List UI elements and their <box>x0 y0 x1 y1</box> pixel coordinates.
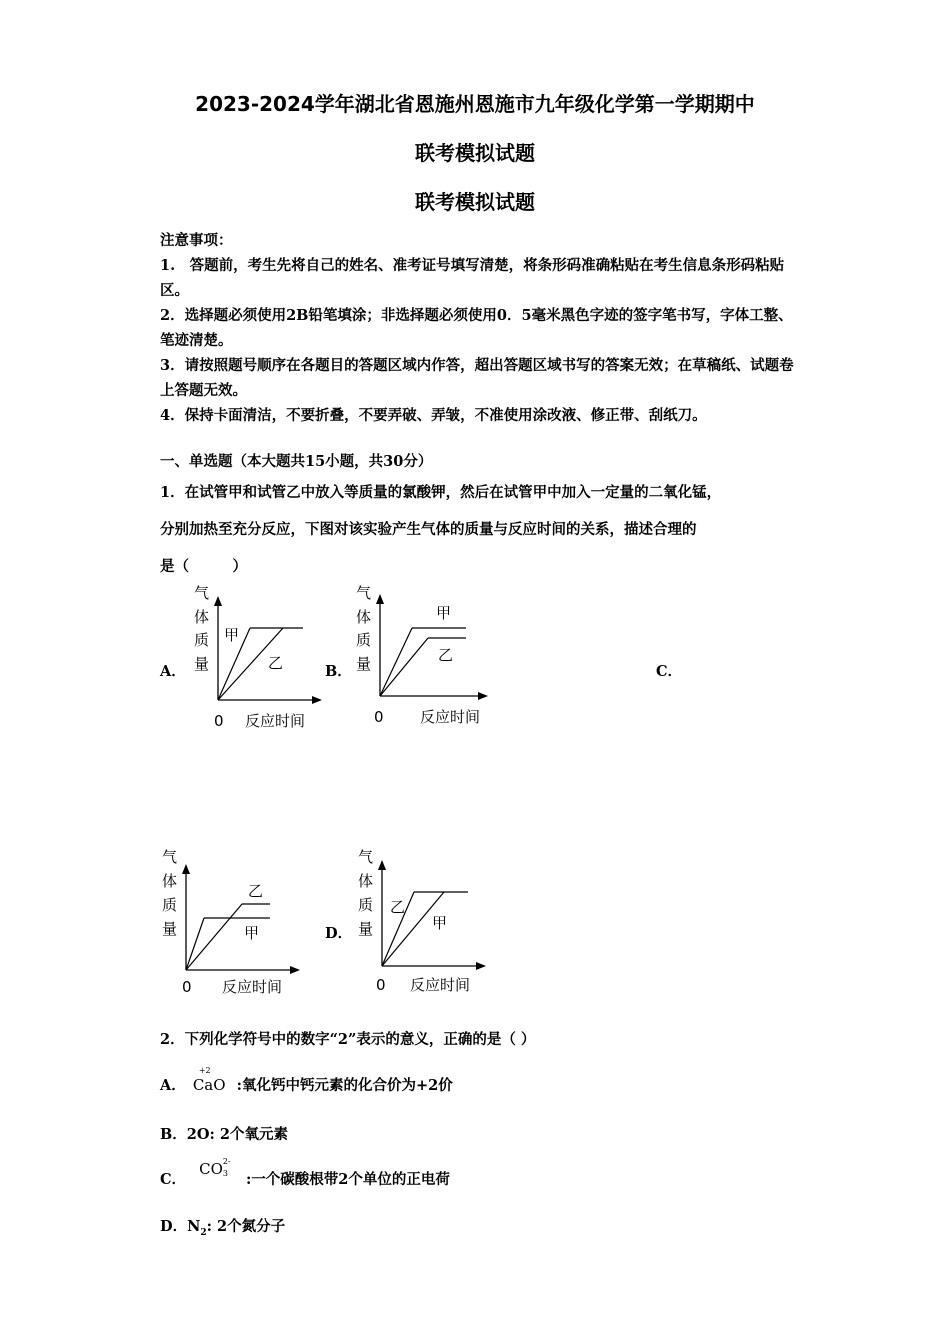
q2-option-a[interactable]: A． +2 CaO :氧化钙中钙元素的化合价为+2价 <box>160 1066 453 1094</box>
option-a-label[interactable]: A． <box>160 663 186 680</box>
graph-option-c <box>156 846 306 998</box>
ylabel-char: 质 <box>356 631 372 649</box>
ylabel-char: 量 <box>194 655 210 673</box>
origin-label: 0 <box>374 708 384 726</box>
ylabel-char: 体 <box>194 608 210 626</box>
ylabel-char: 质 <box>194 631 210 649</box>
page-title: 2023-2024学年湖北省恩施州恩施市九年级化学第一学期期中 <box>195 92 755 116</box>
ylabel-char: 体 <box>358 872 374 890</box>
graph-option-d <box>352 846 492 998</box>
question-1-stem: 1．在试管甲和试管乙中放入等质量的氯酸钾，然后在试管甲中加入一定量的二氧化锰， 分别加热至充分反应，下图对该实验产生气体的质量与反应时间的关系，描述合理的 是（ ） <box>160 484 722 575</box>
notes-item: 2．选择题必须使用2B铅笔填涂；非选择题必须使用0．5毫米黑色字迹的签字笔书写，字体工整、笔迹清楚。 <box>160 307 793 349</box>
xlabel: 反应时间 <box>222 978 283 996</box>
label-jia: 甲 <box>244 924 260 942</box>
ylabel-char: 量 <box>358 920 374 938</box>
origin-label: 0 <box>182 978 192 996</box>
graph-option-b <box>350 582 495 734</box>
ylabel-char: 气 <box>356 584 372 602</box>
label-jia: 甲 <box>436 604 452 622</box>
label-yi: 乙 <box>268 654 284 672</box>
label-jia: 甲 <box>224 626 240 644</box>
formula-carbonate: CO 2- 3 <box>199 1157 231 1178</box>
ylabel-char: 量 <box>162 920 178 938</box>
xlabel: 反应时间 <box>410 976 471 994</box>
page-subtitle-repeat: 联考模拟试题 <box>415 190 535 214</box>
notes-item: 3．请按照题号顺序在各题目的答题区域内作答，超出答题区域书写的答案无效；在草稿纸、试题卷上答题无效。 <box>160 357 794 399</box>
ylabel-char: 气 <box>162 848 178 866</box>
ylabel-char: 质 <box>358 896 374 914</box>
origin-label: 0 <box>376 976 386 994</box>
page-subtitle: 联考模拟试题 <box>415 141 535 165</box>
option-c-label[interactable]: C． <box>656 663 683 680</box>
q2-option-d[interactable]: D．$N_2$: 2个氮分子 <box>160 1218 286 1238</box>
label-yi: 乙 <box>438 646 454 664</box>
xlabel: 反应时间 <box>245 712 306 730</box>
origin-label: 0 <box>214 712 224 730</box>
ylabel-char: 气 <box>358 848 374 866</box>
label-yi: 乙 <box>390 898 406 916</box>
ylabel-char: 体 <box>356 608 372 626</box>
notes-heading: 注意事项： <box>160 232 233 249</box>
ylabel-char: 体 <box>162 872 178 890</box>
ylabel-char: 质 <box>162 896 178 914</box>
label-jia: 甲 <box>432 914 448 932</box>
question-2-stem: 2．下列化学符号中的数字“2”表示的意义，正确的是（ ） <box>160 1031 536 1048</box>
xlabel: 反应时间 <box>420 708 481 726</box>
notes-block <box>160 228 800 428</box>
notes-item: 1. 答题前，考生先将自己的姓名、准考证号填写清楚，将条形码准确粘贴在考生信息条形码粘贴区。 <box>160 257 785 299</box>
option-d-label[interactable]: D． <box>325 925 353 942</box>
formula-cao: +2 CaO <box>192 1066 226 1094</box>
section-heading: 一、单选题（本大题共15小题，共30分） <box>160 453 433 470</box>
ylabel-char: 气 <box>194 584 210 602</box>
notes-item: 4．保持卡面清洁，不要折叠，不要弄破、弄皱，不准使用涂改液、修正带、刮纸刀。 <box>160 407 707 424</box>
label-yi: 乙 <box>248 882 264 900</box>
q2-option-b[interactable]: B．2O: 2个氧元素 <box>160 1126 288 1143</box>
q2-option-c[interactable]: C． CO 2- 3 :一个碳酸根带2个单位的正电荷 <box>160 1157 450 1188</box>
option-b-label[interactable]: B． <box>325 663 352 680</box>
ylabel-char: 量 <box>356 655 372 673</box>
graph-option-a <box>188 582 328 734</box>
